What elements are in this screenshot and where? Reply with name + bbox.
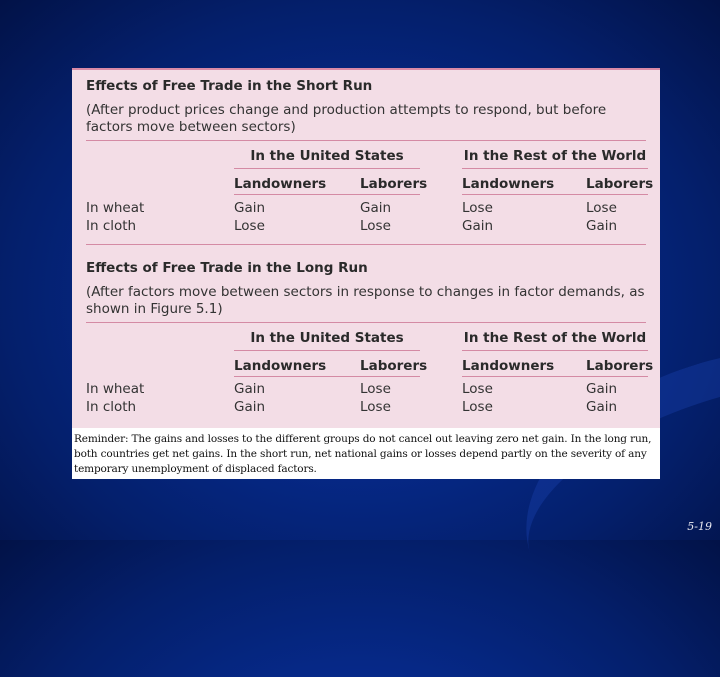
col-header-row-laborers: Laborers [586,176,654,192]
col-underline [462,376,648,377]
col-underline [234,376,420,377]
row-label-cloth: In cloth [86,218,137,234]
cell-us-landowners-cloth: Lose [234,218,265,234]
cell-row-laborers-wheat: Gain [586,381,618,397]
col-underline [234,194,420,195]
region-header-rest-of-world: In the Rest of the World [463,330,647,346]
cell-row-landowners-wheat: Lose [462,381,493,397]
figure-panel [72,68,660,479]
col-header-us-landowners: Landowners [234,358,327,374]
reminder-note: Reminder: The gains and losses to the different groups do not cancel out leaving zero net gain. In the long run, both countries get net gains. In the short run, net national gains or losses depend partly on the severity of any temporary unemployment of displaced factors. [74,433,652,475]
cell-us-laborers-cloth: Lose [360,218,391,234]
region-underline-us [234,168,420,169]
cell-us-laborers-cloth: Lose [360,399,391,415]
long-run-title: Effects of Free Trade in the Long Run [86,260,368,276]
cell-row-laborers-wheat: Lose [586,200,617,216]
region-header-us: In the United States [250,330,404,346]
short-run-title: Effects of Free Trade in the Short Run [86,78,373,94]
row-label-wheat: In wheat [86,381,145,397]
short-run-subtitle: (After product prices change and production attempts to respond, but before factors move between sectors) [86,102,607,135]
cell-us-laborers-wheat: Gain [360,200,392,216]
cell-us-landowners-cloth: Gain [234,399,266,415]
cell-row-laborers-cloth: Gain [586,399,618,415]
cell-row-laborers-cloth: Gain [586,218,618,234]
cell-row-landowners-cloth: Lose [462,399,493,415]
divider [86,140,646,141]
section-divider [86,244,646,245]
region-header-rest-of-world: In the Rest of the World [463,148,647,164]
col-header-us-landowners: Landowners [234,176,327,192]
summary-table [72,68,660,428]
region-header-us: In the United States [250,148,404,164]
col-header-us-laborers: Laborers [360,358,428,374]
col-header-row-landowners: Landowners [462,358,555,374]
region-underline-rest-of-world [462,168,648,169]
cell-us-landowners-wheat: Gain [234,381,266,397]
cell-us-laborers-wheat: Lose [360,381,391,397]
col-header-row-laborers: Laborers [586,358,654,374]
region-underline-us [234,350,420,351]
cell-us-landowners-wheat: Gain [234,200,266,216]
region-underline-rest-of-world [462,350,648,351]
row-label-cloth: In cloth [86,399,137,415]
divider [86,322,646,323]
cell-row-landowners-wheat: Lose [462,200,493,216]
long-run-subtitle: (After factors move between sectors in response to changes in factor demands, as shown in Figure 5.1) [86,284,645,317]
row-label-wheat: In wheat [86,200,145,216]
cell-row-landowners-cloth: Gain [462,218,494,234]
col-header-us-laborers: Laborers [360,176,428,192]
slide-number: 5-19 [687,520,712,533]
col-header-row-landowners: Landowners [462,176,555,192]
col-underline [462,194,648,195]
